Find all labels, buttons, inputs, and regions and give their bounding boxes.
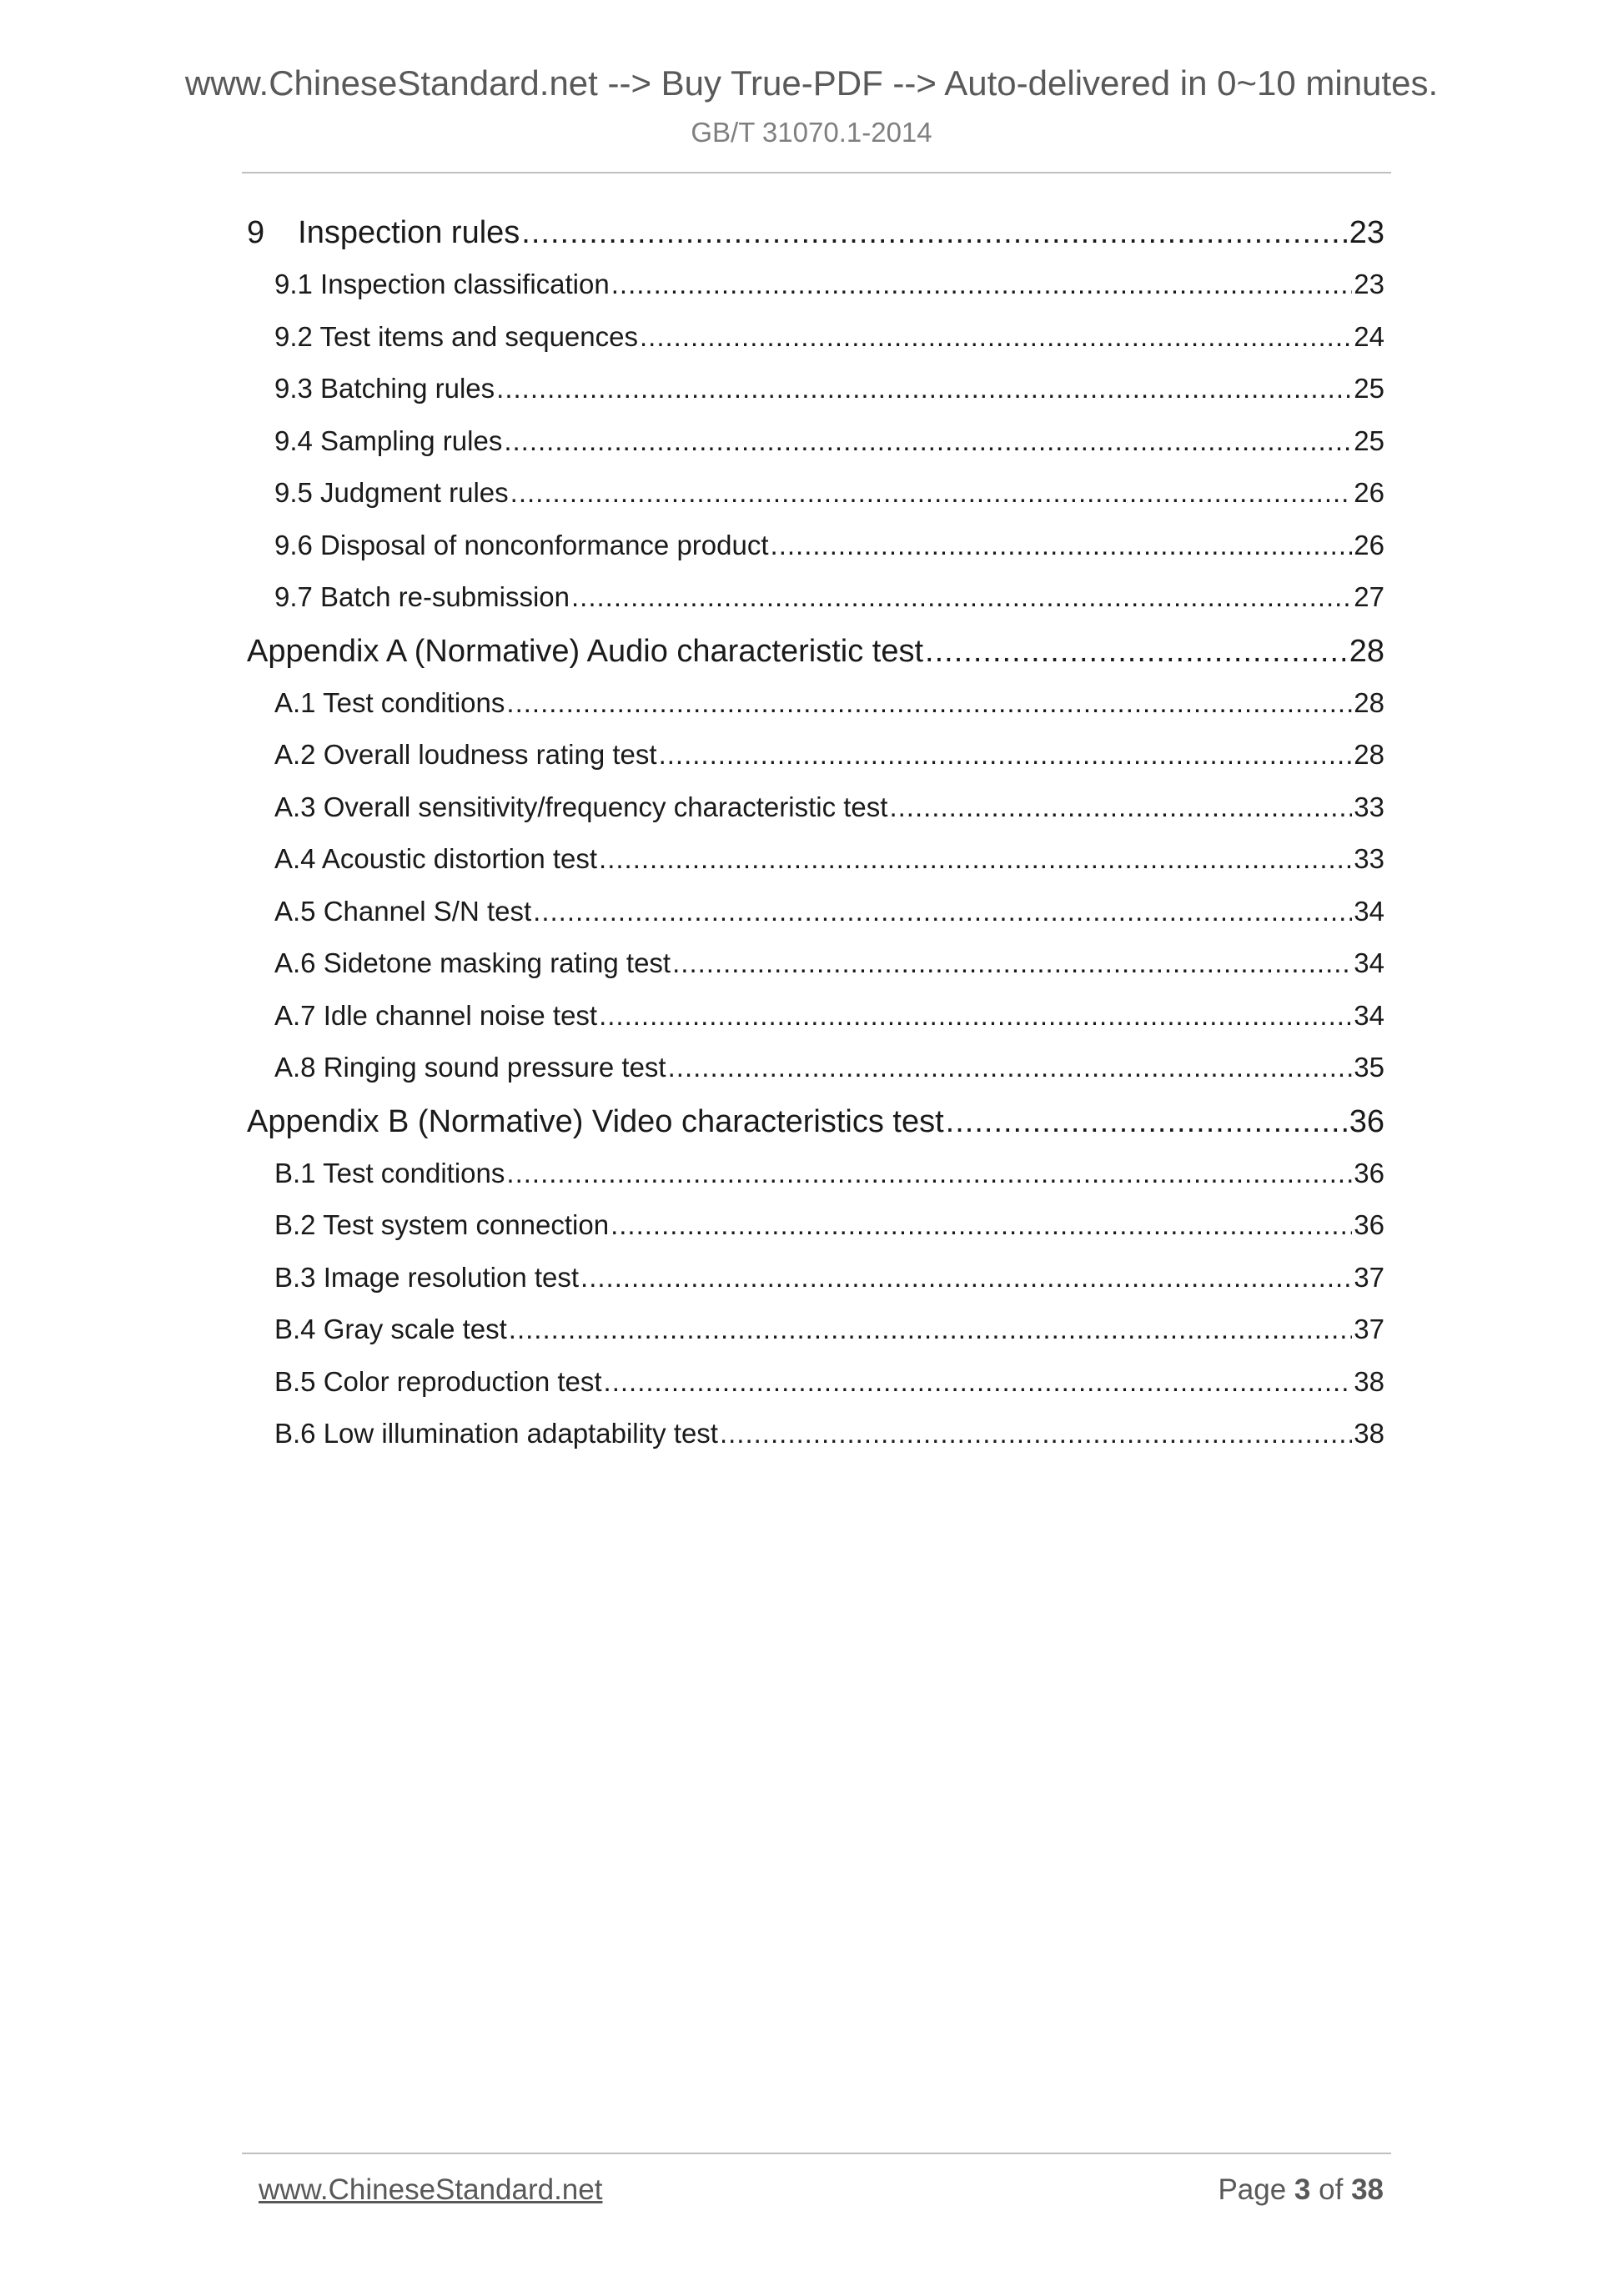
table-of-contents (242, 215, 1384, 1470)
toc-page-number: 34 (1354, 999, 1384, 1031)
toc-entry-a-7[interactable] (242, 1000, 1384, 1053)
of-label: of (1319, 2173, 1344, 2206)
toc-entry-9-4[interactable] (242, 425, 1384, 478)
toc-page-number: 28 (1354, 739, 1384, 770)
toc-page-number: 33 (1354, 791, 1384, 822)
toc-page-number: 25 (1354, 373, 1384, 404)
toc-entry-b-6[interactable] (242, 1418, 1384, 1470)
toc-leader-dots (533, 896, 1352, 927)
toc-leader-dots (640, 321, 1352, 353)
toc-page-number: 34 (1354, 947, 1384, 978)
toc-title: 9.1 Inspection classification (274, 269, 610, 299)
toc-leader-dots (720, 1418, 1352, 1449)
toc-leader-dots (604, 1366, 1353, 1398)
toc-title: A.6 Sidetone masking rating test (274, 947, 671, 978)
toc-title: A.7 Idle channel noise test (274, 999, 598, 1031)
toc-leader-dots (496, 373, 1352, 404)
toc-page-number: 36 (1354, 1157, 1384, 1188)
toc-page-number: 37 (1354, 1314, 1384, 1344)
toc-entry-a-6[interactable] (242, 947, 1384, 1000)
toc-leader-dots (925, 634, 1348, 670)
toc-leader-dots (659, 739, 1353, 771)
toc-entry-9-6[interactable] (242, 530, 1384, 582)
header-divider (242, 172, 1391, 173)
toc-entry-b-2[interactable] (242, 1209, 1384, 1262)
toc-entry-b-4[interactable] (242, 1314, 1384, 1366)
toc-leader-dots (672, 947, 1352, 979)
toc-leader-dots (946, 1104, 1348, 1140)
toc-leader-dots (571, 581, 1352, 613)
toc-title: A.3 Overall sensitivity/frequency characteristic test (274, 791, 888, 822)
current-page-number: 3 (1294, 2173, 1311, 2206)
toc-page-number: 23 (1354, 269, 1384, 299)
toc-title: A.1 Test conditions (274, 686, 505, 718)
toc-entry-b-1[interactable] (242, 1158, 1384, 1210)
toc-entry-appendix-b[interactable] (242, 1104, 1384, 1158)
toc-title: 9.2 Test items and sequences (274, 320, 638, 352)
total-page-count: 38 (1351, 2173, 1384, 2206)
toc-entry-a-8[interactable] (242, 1052, 1384, 1104)
toc-page-number: 26 (1354, 477, 1384, 508)
toc-title: Inspection rules (298, 215, 520, 250)
toc-title: B.4 Gray scale test (274, 1314, 507, 1344)
toc-page-number: 37 (1354, 1261, 1384, 1293)
toc-entry-9-7[interactable] (242, 581, 1384, 634)
toc-page-number: 35 (1354, 1052, 1384, 1083)
toc-entry-b-5[interactable] (242, 1366, 1384, 1419)
toc-entry-appendix-a[interactable] (242, 634, 1384, 687)
toc-entry-section-9[interactable] (242, 215, 1384, 269)
toc-entry-a-1[interactable] (242, 687, 1384, 740)
page-indicator (1218, 2173, 1384, 2207)
toc-page-number: 28 (1349, 633, 1384, 669)
toc-page-number: 33 (1354, 843, 1384, 874)
toc-page-number: 23 (1349, 215, 1384, 250)
toc-leader-dots (771, 530, 1353, 561)
toc-entry-9-5[interactable] (242, 477, 1384, 530)
toc-leader-dots (509, 1314, 1353, 1345)
toc-leader-dots (506, 1158, 1352, 1189)
toc-leader-dots (504, 425, 1352, 457)
toc-title: B.5 Color reproduction test (274, 1365, 602, 1397)
toc-entry-9-2[interactable] (242, 321, 1384, 374)
toc-leader-dots (611, 1209, 1352, 1241)
toc-leader-dots (668, 1052, 1353, 1083)
toc-page-number: 34 (1354, 895, 1384, 927)
toc-title: A.5 Channel S/N test (274, 895, 532, 927)
toc-leader-dots (889, 791, 1352, 823)
toc-title: B.6 Low illumination adaptability test (274, 1418, 718, 1449)
toc-leader-dots (599, 843, 1352, 875)
toc-entry-b-3[interactable] (242, 1262, 1384, 1314)
toc-entry-a-4[interactable] (242, 843, 1384, 896)
footer-site-link[interactable]: www.ChineseStandard.net (259, 2173, 603, 2206)
toc-page-number: 25 (1354, 425, 1384, 456)
toc-title: B.1 Test conditions (274, 1157, 505, 1188)
toc-page-number: 36 (1349, 1103, 1384, 1139)
toc-page-number: 38 (1354, 1365, 1384, 1397)
page-label: Page (1218, 2173, 1287, 2206)
toc-title: A.2 Overall loudness rating test (274, 739, 657, 770)
toc-page-number: 27 (1354, 581, 1384, 612)
toc-leader-dots (611, 269, 1353, 300)
toc-leader-dots (599, 1000, 1352, 1032)
toc-page-number: 26 (1354, 529, 1384, 560)
toc-section-number: 9 (247, 215, 265, 250)
standard-code: GB/T 31070.1-2014 (691, 117, 932, 148)
toc-leader-dots (510, 477, 1353, 509)
toc-title: B.3 Image resolution test (274, 1261, 580, 1293)
toc-entry-9-1[interactable] (242, 269, 1384, 321)
toc-title: 9.3 Batching rules (274, 373, 495, 404)
toc-title: A.4 Acoustic distortion test (274, 843, 598, 874)
toc-page-number: 28 (1354, 686, 1384, 718)
toc-leader-dots (580, 1262, 1352, 1294)
toc-page-number: 24 (1354, 320, 1384, 352)
toc-entry-a-3[interactable] (242, 791, 1384, 844)
toc-leader-dots (506, 687, 1352, 719)
toc-title: 9.5 Judgment rules (274, 477, 509, 508)
footer-divider (242, 2153, 1391, 2154)
toc-leader-dots (521, 215, 1347, 251)
toc-title: Appendix A (Normative) Audio characteristic test (247, 633, 924, 669)
toc-title: A.8 Ringing sound pressure test (274, 1052, 666, 1083)
toc-title: 9.7 Batch re-submission (274, 581, 570, 612)
toc-title: Appendix B (Normative) Video characteristics test (247, 1103, 944, 1139)
toc-title: 9.4 Sampling rules (274, 425, 503, 456)
toc-entry-a-5[interactable] (242, 896, 1384, 948)
toc-page-number: 38 (1354, 1418, 1384, 1449)
toc-title: B.2 Test system connection (274, 1209, 610, 1240)
toc-entry-9-3[interactable] (242, 373, 1384, 425)
header-banner: www.ChineseStandard.net --> Buy True-PDF --> Auto-delivered in 0~10 minutes. (184, 63, 1439, 103)
toc-page-number: 36 (1354, 1209, 1384, 1240)
toc-title: 9.6 Disposal of nonconformance product (274, 529, 769, 560)
toc-entry-a-2[interactable] (242, 739, 1384, 791)
